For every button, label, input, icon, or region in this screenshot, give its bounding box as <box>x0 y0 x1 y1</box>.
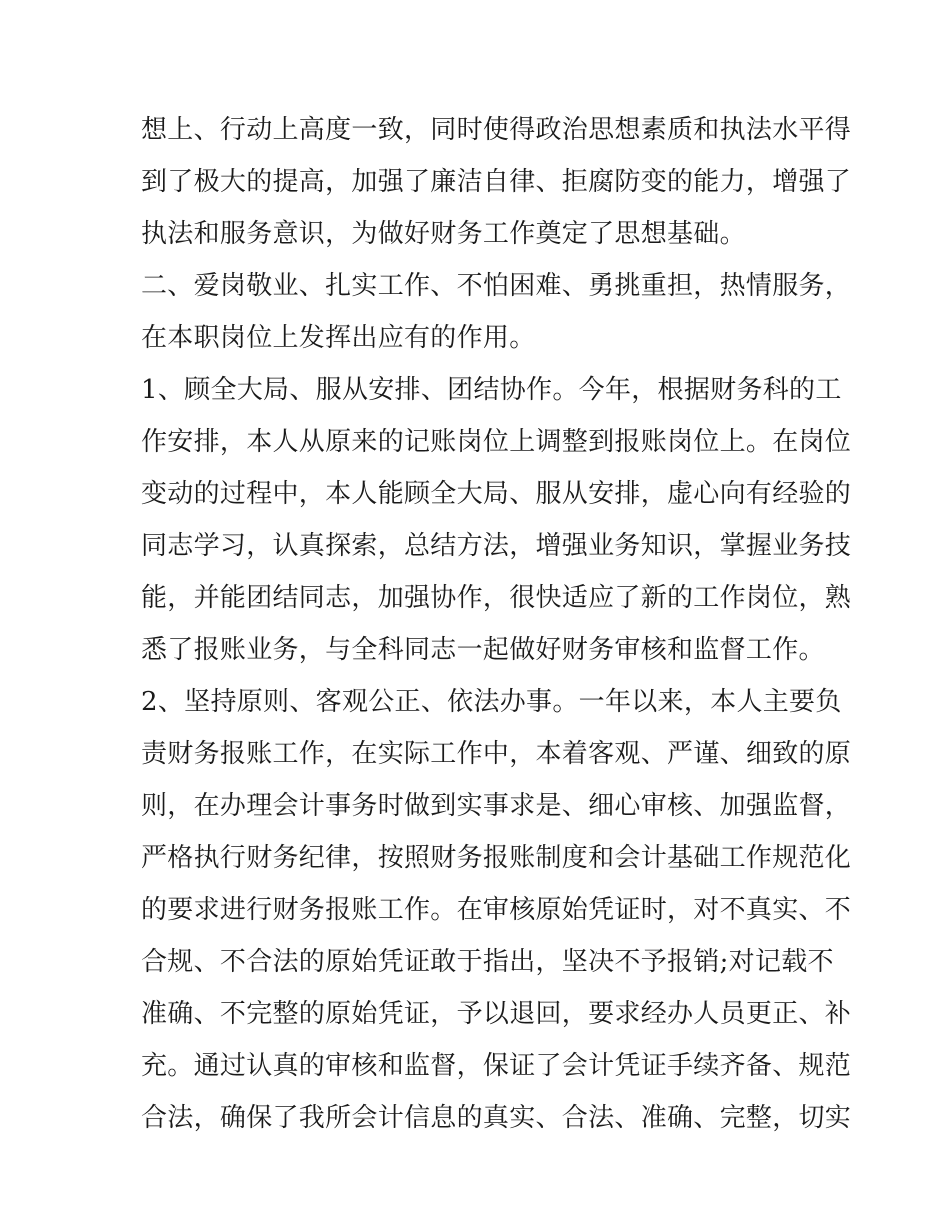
paragraph-start: 1、顾全大局、服从安排、团结协作。今年，根据财务科的工 <box>141 375 842 405</box>
text-line: 变动的过程中，本人能顾全大局、服从安排，虚心向有经验的 <box>141 479 852 509</box>
text-line: 悉了报账业务，与全科同志一起做好财务审核和监督工作。 <box>141 635 825 665</box>
text-line: 作安排，本人从原来的记账岗位上调整到报账岗位上。在岗位 <box>141 427 852 457</box>
text-line: 到了极大的提高，加强了廉洁自律、拒腐防变的能力，增强了 <box>141 167 852 197</box>
document-body <box>141 104 852 1144</box>
text-line: 同志学习，认真探索，总结方法，增强业务知识，掌握业务技 <box>141 531 852 561</box>
text-line: 的要求进行财务报账工作。在审核原始凭证时，对不真实、不 <box>141 895 852 925</box>
section-heading: 二、爱岗敬业、扎实工作、不怕困难、勇挑重担，热情服务， <box>141 271 852 301</box>
text-line: 能，并能团结同志，加强协作，很快适应了新的工作岗位，熟 <box>141 583 852 613</box>
text-line: 责财务报账工作，在实际工作中，本着客观、严谨、细致的原 <box>141 739 852 769</box>
text-line: 合法，确保了我所会计信息的真实、合法、准确、完整，切实 <box>141 1103 852 1133</box>
text-line: 严格执行财务纪律，按照财务报账制度和会计基础工作规范化 <box>141 843 852 873</box>
text-line: 想上、行动上高度一致，同时使得政治思想素质和执法水平得 <box>141 115 852 145</box>
paragraph-start: 2、坚持原则、客观公正、依法办事。一年以来，本人主要负 <box>141 687 842 717</box>
text-line: 准确、不完整的原始凭证，予以退回，要求经办人员更正、补 <box>141 999 852 1029</box>
text-line: 充。通过认真的审核和监督，保证了会计凭证手续齐备、规范 <box>141 1051 852 1081</box>
text-line: 执法和服务意识，为做好财务工作奠定了思想基础。 <box>141 219 746 249</box>
text-line: 则，在办理会计事务时做到实事求是、细心审核、加强监督， <box>141 791 852 821</box>
section-heading: 在本职岗位上发挥出应有的作用。 <box>141 323 536 353</box>
text-line: 合规、不合法的原始凭证敢于指出，坚决不予报销;对记载不 <box>141 947 834 977</box>
